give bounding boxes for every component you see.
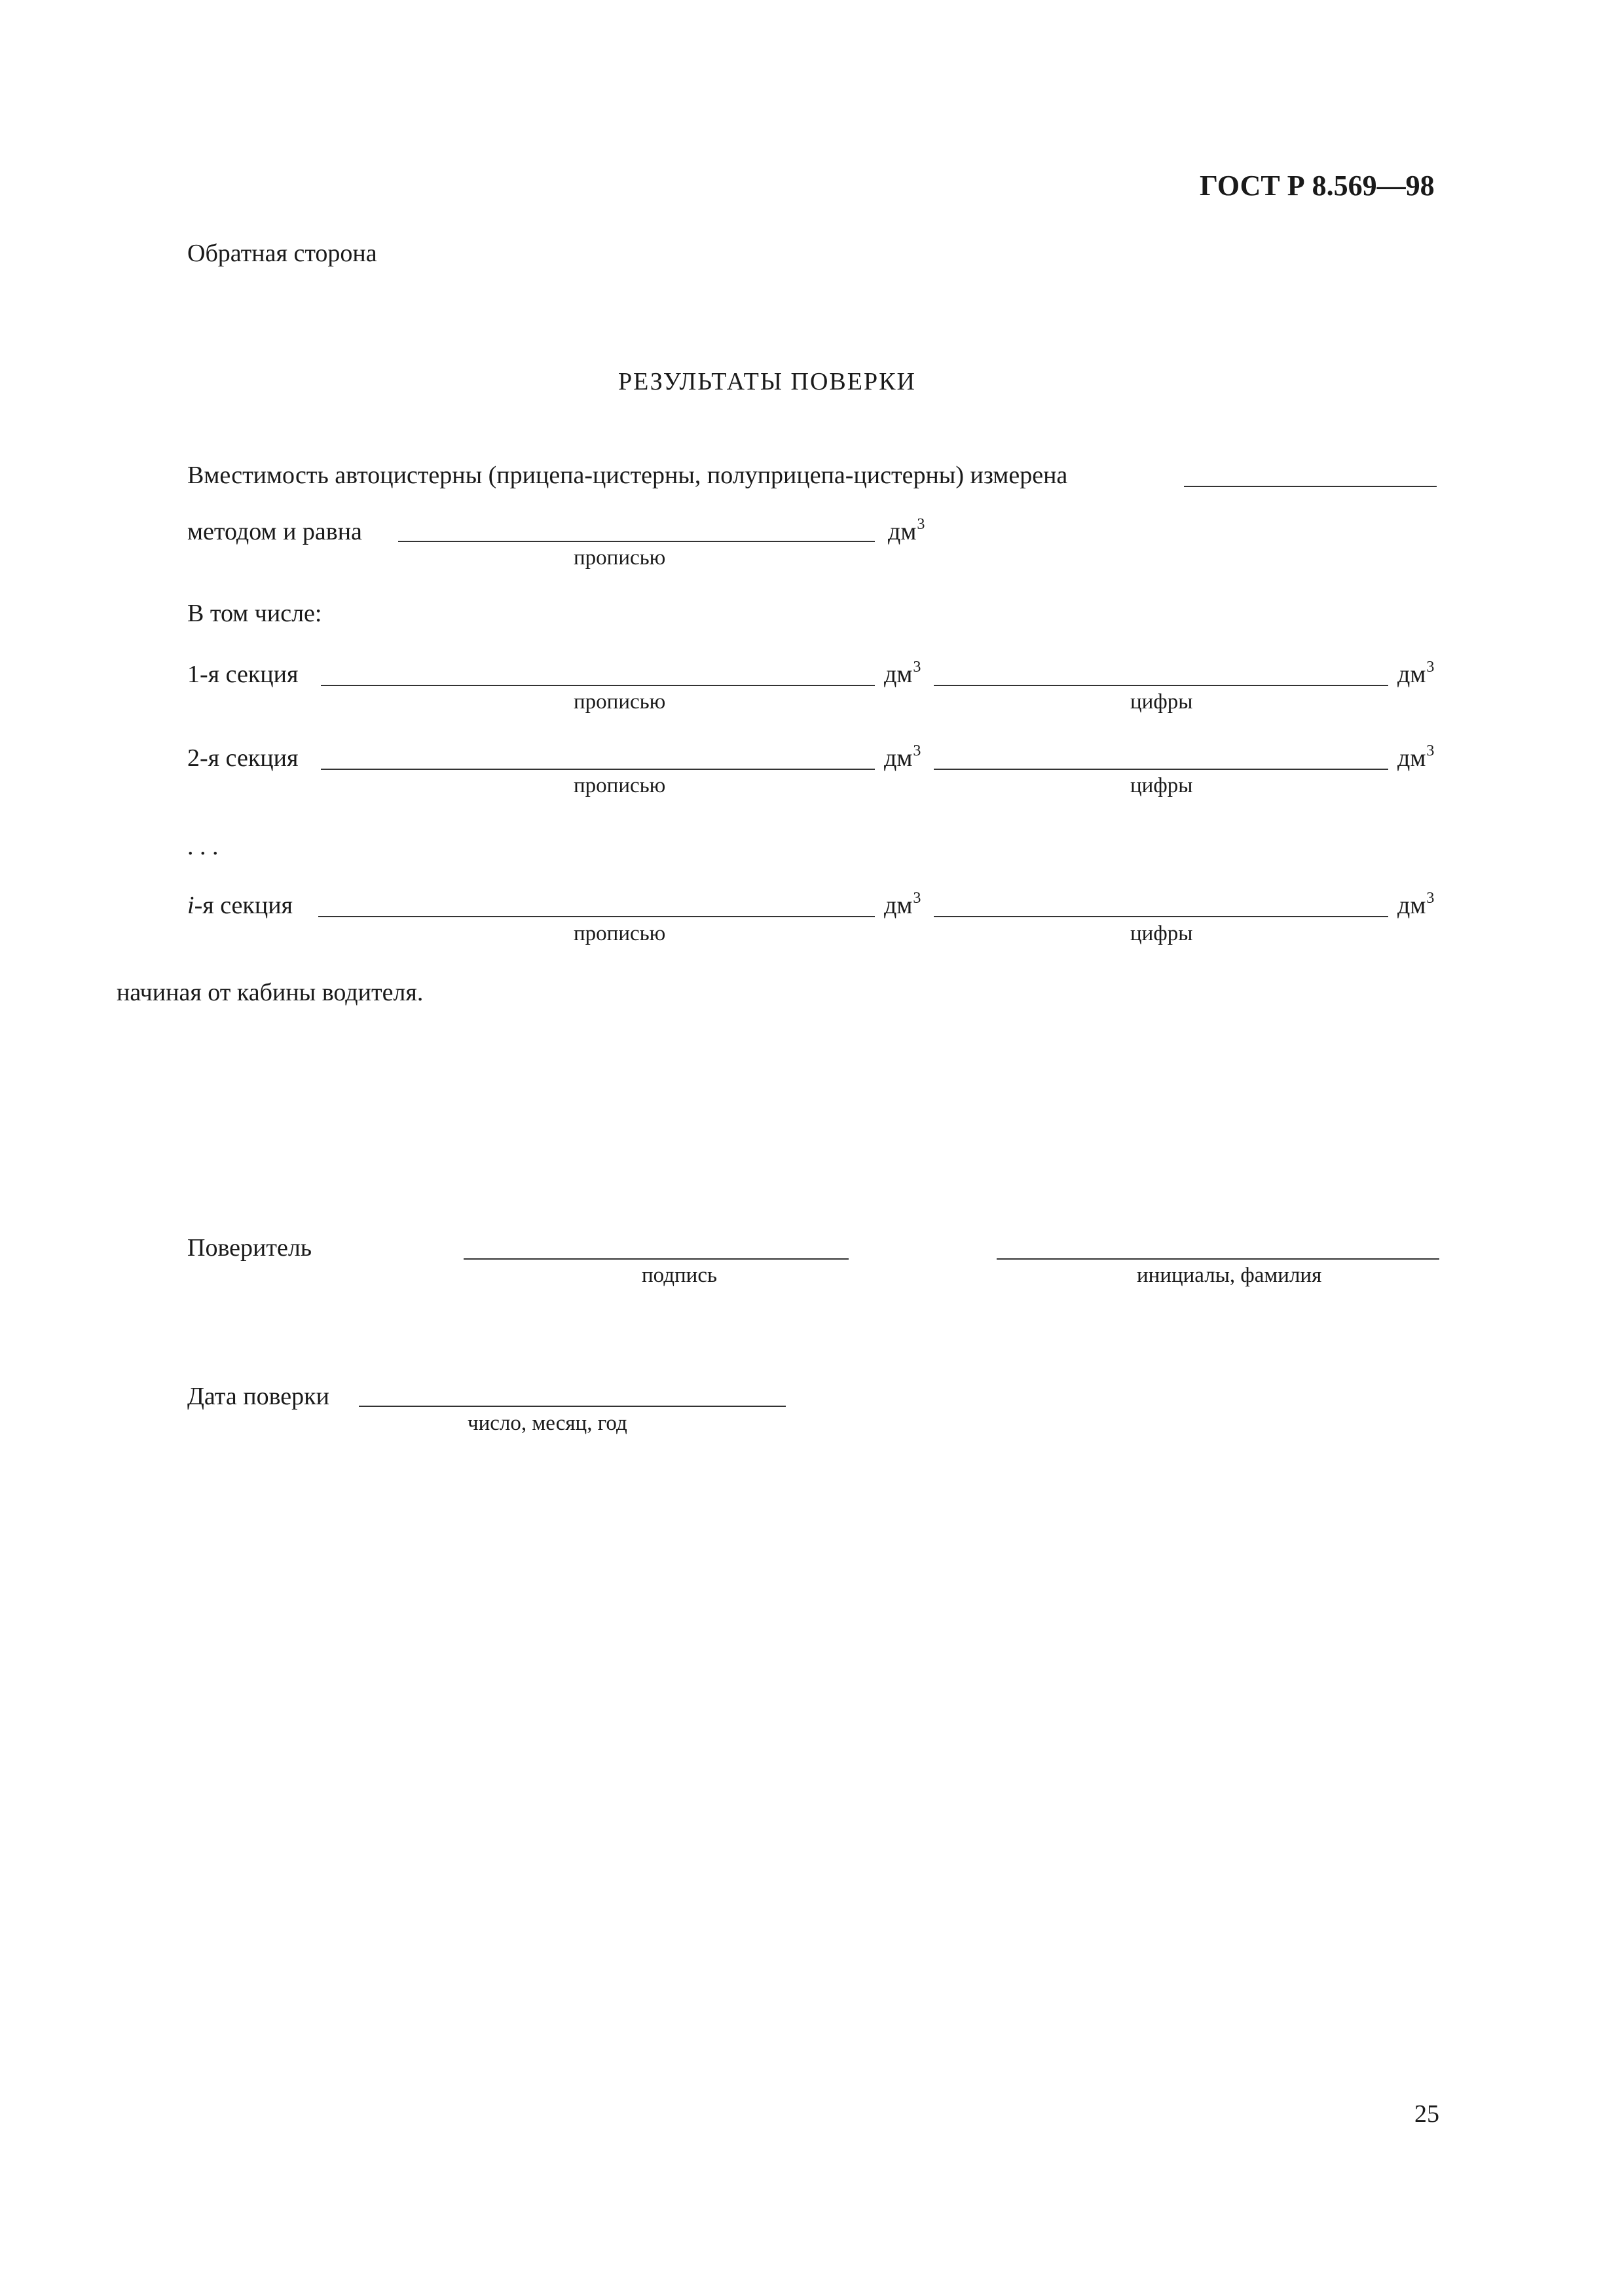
section-i-words-caption: прописью: [574, 922, 666, 945]
section-2-unit-words: $дм^3$: [884, 742, 921, 772]
method-blank-line[interactable]: [1184, 486, 1437, 487]
section-2-unit-digits: $дм^3$: [1397, 742, 1435, 772]
page-number: 25: [1414, 2100, 1439, 2128]
signature-caption: подпись: [642, 1264, 718, 1287]
sections-ellipsis: . . .: [187, 833, 219, 860]
section-1-digits-blank-line[interactable]: [934, 685, 1388, 686]
section-2-words-caption: прописью: [574, 774, 666, 797]
verifier-label: Поверитель: [187, 1234, 312, 1262]
document-code: ГОСТ Р 8.569—98: [1200, 170, 1435, 202]
section-i-digits-caption: цифры: [1130, 922, 1193, 945]
section-1-unit-words: $дм^3$: [884, 659, 921, 688]
section-1-words-caption: прописью: [574, 690, 666, 714]
capacity-statement: Вместимость автоцистерны (прицепа-цистерны, полуприцепа-цистерны) измерена: [187, 462, 1068, 489]
from-cabin-note: начиная от кабины водителя.: [117, 979, 424, 1006]
form-title: РЕЗУЛЬТАТЫ ПОВЕРКИ: [618, 368, 916, 395]
capacity-words-blank-line[interactable]: [398, 541, 875, 542]
date-blank-line[interactable]: [359, 1406, 786, 1407]
section-i-words-blank-line[interactable]: [318, 916, 875, 917]
section-i-unit-words: $дм^3$: [884, 890, 921, 919]
capacity-equals-label: методом и равна: [187, 518, 362, 545]
section-2-words-blank-line[interactable]: [321, 769, 875, 770]
section-i-label: i-я секция: [187, 892, 293, 919]
date-caption: число, месяц, год: [468, 1412, 627, 1435]
section-1-words-blank-line[interactable]: [321, 685, 875, 686]
section-i-digits-blank-line[interactable]: [934, 916, 1388, 917]
name-caption: инициалы, фамилия: [1137, 1264, 1322, 1287]
section-1-unit-digits: $дм^3$: [1397, 659, 1435, 688]
verification-date-label: Дата поверки: [187, 1383, 329, 1410]
capacity-words-caption: прописью: [574, 546, 666, 570]
section-1-label: 1-я секция: [187, 661, 299, 688]
side-label: Обратная сторона: [187, 240, 377, 267]
signature-blank-line[interactable]: [464, 1258, 849, 1260]
section-1-digits-caption: цифры: [1130, 690, 1193, 714]
section-2-digits-blank-line[interactable]: [934, 769, 1388, 770]
section-2-label: 2-я секция: [187, 744, 299, 772]
including-label: В том числе:: [187, 600, 322, 627]
section-i-unit-digits: $дм^3$: [1397, 890, 1435, 919]
name-blank-line[interactable]: [997, 1258, 1439, 1260]
capacity-unit: $дм^3$: [888, 516, 925, 545]
section-2-digits-caption: цифры: [1130, 774, 1193, 797]
